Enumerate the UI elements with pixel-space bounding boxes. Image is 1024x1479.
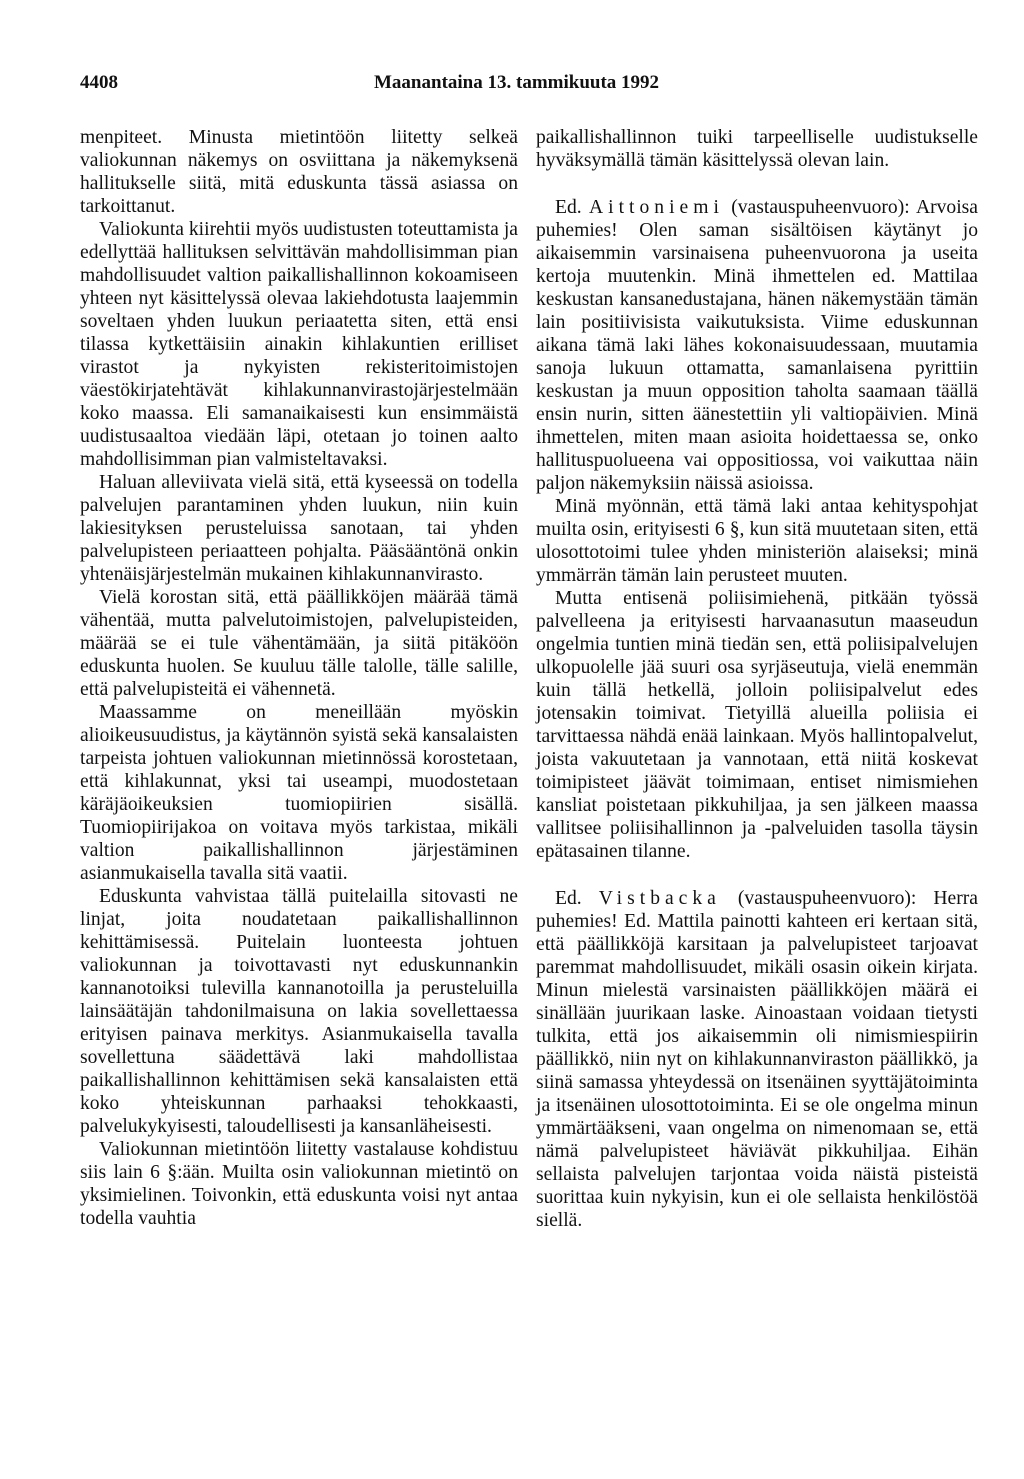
page-number: 4408 (80, 72, 118, 93)
section-gap (536, 172, 978, 196)
paragraph: Maassamme on meneillään myöskin alioikeusuudistus, ja käytännön syistä sekä kansalaisten tarpeista johtuen valiokunnan mietinnössä korostetaan, että kihlakunnat, yksi tai useampi, muodostetaan käräjäoikeuksien tuomiopiirien sisällä. Tuomiopiirijakoa on voitava myös tarkistaa, mikäli valtion paikallishallinnon järjestäminen asianmukaisella tavalla sitä vaatii. (80, 702, 518, 884)
left-column (80, 126, 518, 1230)
speech-paragraph (536, 196, 978, 495)
page-date: Maanantaina 13. tammikuuta 1992 (374, 72, 660, 93)
speech-text: Herra puhemies! Ed. Mattila painotti kahteen eri kertaan sitä, että päällikköjä karsitaan ja palvelupisteet tarjoavat paremmat mahdollisuudet, mikäli osasin oikein kirjata. Minun mielestä varsinaisten päällikköjen määrä ei sinällään juurikaan laske. Ainoastaan voidaan tietysti tulkita, että jos aikaisemmin oli nimismiespiirin päällikkö, niin nyt on kihlakunnanviraston päällikkö, ja siinä samassa yhteydessä on itsenäinen syyttäjätoiminta ja itsenäinen ulosottotoiminta. Ei se ole ongelma minun ymmärtääkseni, vaan ongelma on nimenomaan se, että nämä palvelupisteet häviävät pikkuhiljaa. Eihän sellaista palvelujen tarjontaa voida näistä pisteistä suorittaa kuin nykyisin, kun ei ole sellaista henkilöstöä siellä. (536, 888, 978, 1231)
paragraph: Minä myönnän, että tämä laki antaa kehityspohjat muilta osin, erityisesti 6 §, kun sitä muutetaan siten, että ulosottotoimi tulee yhden ministeriön alaiseksi; minä ymmärrän tämän lain perusteet muuten. (536, 496, 978, 586)
speaker-prefix: Ed. (555, 888, 582, 909)
speaker-name: Aittoniemi (589, 197, 724, 218)
speaker-role: (vastauspuheenvuoro): (737, 888, 917, 909)
speech-paragraph (536, 887, 978, 1232)
paragraph: Mutta entisenä poliisimiehenä, pitkään työssä palvelleena ja erityisesti harvaanasutun maaseudun ongelmia tuntien minä tiedän sen, että poliisipalvelujen ulkopuolelle jää suuri osa syrjäseutuja, vielä enemmän kuin tällä hetkellä, jolloin poliisipalvelut edes jotensakin toimivat. Tietyillä alueilla poliisia ei tarvittaessa nähdä enää lainkaan. Myös hallintopalvelut, joista vakuutetaan ja vannotaan, että niitä koskevat toimipisteet jäävät toimimaan, entiset nimismiehen kansliat poistetaan pikkuhiljaa, ja sen jälkeen maassa vallitsee poliisihallinnon ja -palveluiden tasolla täysin epätasainen tilanne. (536, 588, 978, 862)
paragraph: Vielä korostan sitä, että päällikköjen määrää tämä vähentää, mutta palvelutoimistojen, palvelupisteiden, määrää se ei tule vähentämään, ja siitä pitäköön eduskunta huolen. Se kuuluu tälle talolle, tälle salille, että palvelupisteitä ei vähennetä. (80, 587, 518, 700)
right-column (536, 126, 978, 1232)
paragraph: Eduskunta vahvistaa tällä puitelailla sitovasti ne linjat, joita noudatetaan paikallishallinnon kehittämisessä. Puitelain luonteesta johtuen valiokunnan ja toivottavasti nyt eduskunnankin kannanotoiksi tulevilla kannanotoilla ja perusteluilla lainsäätäjän tahdonilmaisuna on lakia sovellettaessa erityisen painava merkitys. Asianmukaisella tavalla sovellettuna säädettävä laki mahdollistaa paikallishallinnon kehittämisen sekä kansalaisten että koko yhteiskunnan parhaaksi tehokkaasti, palvelukykyisesti, taloudellisesti ja kansanläheisesti. (80, 886, 518, 1137)
paragraph: paikallishallinnon tuiki tarpeelliselle uudistukselle hyväksymällä tämän käsittelyssä olevan lain. (536, 127, 978, 171)
paragraph: Haluan alleviivata vielä sitä, että kyseessä on todella palvelujen parantaminen yhden luukun, niin kuin lakiesityksen perusteluissa sanotaan, tai yhden palvelupisteen periaatteen pohjalta. Pääsääntönä onkin yhtenäisjärjestelmän mukainen kihlakunnanvirasto. (80, 472, 518, 585)
section-gap (536, 863, 978, 887)
paragraph: menpiteet. Minusta mietintöön liitetty selkeä valiokunnan näkemys on osviittana ja näkemyksenä hallitukselle siitä, mitä eduskunta tässä asiassa on tarkoittanut. (80, 127, 518, 217)
speaker-name: Vistbacka (598, 888, 721, 909)
paragraph: Valiokunta kiirehtii myös uudistusten toteuttamista ja edellyttää hallituksen selvittävän mahdollisimman pian mahdollisuudet valtion paikallishallinnon kokoamiseen yhteen nyt käsittelyssä olevaa lakiehdotusta laajemmin soveltaen yhden luukun periaatetta siten, että ensi tilassa kytkettäisiin ainakin kihlakuntien erilliset virastot ja nykyisten rekisteritoimistojen väestökirjatehtävät kihlakunnanvirastojärjestelmään koko maassa. Eli samanaikaisesti kun ensimmäistä uudistusaaltoa viedään läpi, otetaan jo toinen aalto mahdollisimman pian valmisteltavaksi. (80, 219, 518, 470)
speaker-role: (vastauspuheenvuoro): (731, 197, 910, 218)
paragraph: Valiokunnan mietintöön liitetty vastalause kohdistuu siis lain 6 §:ään. Muilta osin valiokunnan mietintö on yksimielinen. Toivonkin, että eduskunta voisi nyt antaa todella vauhtia (80, 1139, 518, 1229)
page-header (80, 62, 997, 92)
speaker-prefix: Ed. (555, 197, 582, 218)
speech-text: Arvoisa puhemies! Olen saman sisältöisen käytänyt jo aikaisemmin varsinaisena puheenvuorona ja useita kertoja muutenkin. Minä ihmettelen ed. Mattilaa keskustan kansanedustajana, hänen näkemystään tämän lain positiivisista vaikutuksista. Viime eduskunnan aikana tämä laki lähes kokonaisuudessaan, muutamia sanoja lukuun ottamatta, samanlaisena pyrittiin keskustan ja muun opposition taholta saamaan täällä ensin nurin, sitten äänestettiin yli valtiopäivien. Minä ihmettelen, miten maan asioita hoidettaessa se, onko hallituspuolueena vai oppositiossa, voi vaikuttaa näin paljon näkemyksiin näissä asioissa. (536, 197, 978, 494)
